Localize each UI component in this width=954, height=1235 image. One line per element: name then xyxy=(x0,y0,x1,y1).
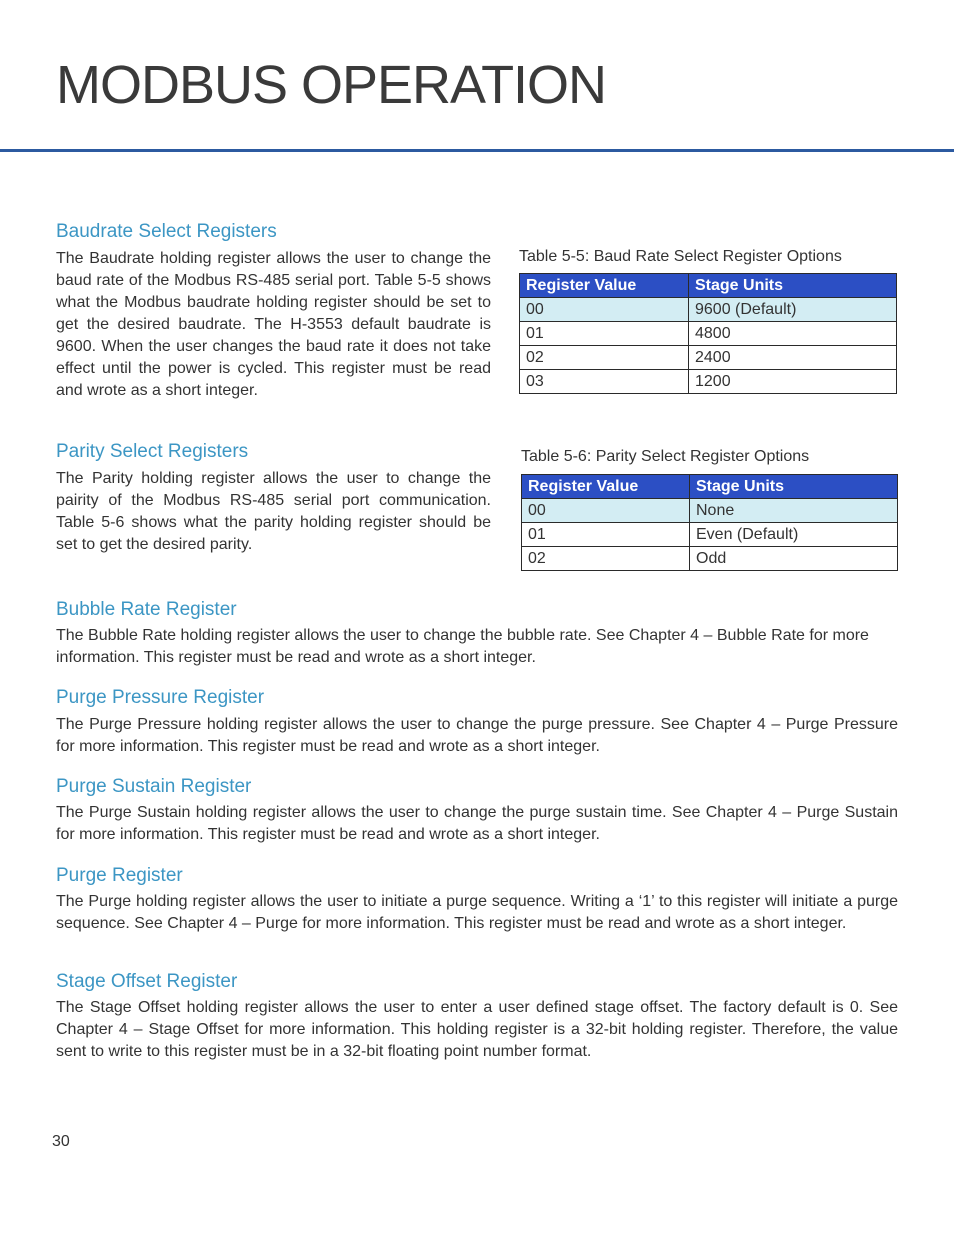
parity-body: The Parity holding register allows the user to change the pairity of the Modbus RS-485 serial port communication. Table 5-6 shows what the parity holding register should be set to get the desired parity. xyxy=(56,470,491,553)
stage-units-cell: 9600 (Default) xyxy=(689,298,897,322)
table-row xyxy=(522,523,898,547)
purge-sustain-body: The Purge Sustain holding register allows the user to change the purge sustain time. See Chapter 4 – Purge Sustain for more information. This register must be read and wrote as a short integer. xyxy=(56,804,898,843)
register-value-cell: 01 xyxy=(520,322,689,346)
baudrate-body: The Baudrate holding register allows the user to change the baud rate of the Modbus RS-485 serial port. Table 5-5 shows what the Modbus baudrate holding register should be set to get the desired baudrate. The H-3553 default baudrate is 9600. When the user changes the baud rate it does not take effect until the power is cycled. This register must be read and wrote as a short integer. xyxy=(56,250,491,399)
table-header-row xyxy=(520,274,897,298)
purge-heading: Purge Register xyxy=(56,865,183,886)
page-number: 30 xyxy=(52,1133,70,1150)
table-row xyxy=(522,547,898,571)
bubble-rate-body: The Bubble Rate holding register allows the user to change the bubble rate. See Chapter 4 – Bubble Rate for more information. This register must be read and wrote as a short integer. xyxy=(56,627,869,666)
parity-table xyxy=(521,474,898,571)
stage-units-cell: 2400 xyxy=(689,346,897,370)
table-row xyxy=(520,322,897,346)
purge-body: The Purge holding register allows the user to initiate a purge sequence. Writing a ‘1’ to this register will initiate a purge sequence. See Chapter 4 – Purge for more information. This register must be read and wrote as a short integer. xyxy=(56,893,898,932)
table-header-row xyxy=(522,475,898,499)
header-stage-units: Stage Units xyxy=(689,274,897,298)
table-row xyxy=(520,346,897,370)
stage-offset-heading: Stage Offset Register xyxy=(56,971,238,992)
purge-sustain-heading: Purge Sustain Register xyxy=(56,776,252,797)
baud-rate-table xyxy=(519,273,897,394)
purge-pressure-body: The Purge Pressure holding register allows the user to change the purge pressure. See Chapter 4 – Purge Pressure for more information. This register must be read and wrote as a short integer. xyxy=(56,716,898,755)
table-row xyxy=(520,298,897,322)
header-stage-units: Stage Units xyxy=(690,475,898,499)
register-value-cell: 02 xyxy=(522,547,690,571)
stage-offset-body: The Stage Offset holding register allows the user to enter a user defined stage offset. The factory default is 0. See Chapter 4 – Stage Offset for more information. This holding register is a 32-bit holding register. Therefore, the value sent to write to this register must be in a 32-bit floating point number format. xyxy=(56,999,898,1060)
header-register-value: Register Value xyxy=(522,475,690,499)
stage-units-cell: None xyxy=(690,499,898,523)
register-value-cell: 03 xyxy=(520,370,689,394)
purge-pressure-heading: Purge Pressure Register xyxy=(56,687,265,708)
baudrate-heading: Baudrate Select Registers xyxy=(56,221,277,242)
table-row xyxy=(520,370,897,394)
parity-heading: Parity Select Registers xyxy=(56,441,249,462)
register-value-cell: 02 xyxy=(520,346,689,370)
baud-table-caption: Table 5-5: Baud Rate Select Register Options xyxy=(519,248,842,265)
bubble-rate-heading: Bubble Rate Register xyxy=(56,599,237,620)
parity-table-caption: Table 5-6: Parity Select Register Options xyxy=(521,448,810,465)
stage-units-cell: Even (Default) xyxy=(690,523,898,547)
table-row xyxy=(522,499,898,523)
stage-units-cell: 1200 xyxy=(689,370,897,394)
register-value-cell: 00 xyxy=(522,499,690,523)
header-register-value: Register Value xyxy=(520,274,689,298)
page-title: MODBUS OPERATION xyxy=(56,55,607,115)
title-divider xyxy=(0,149,954,152)
register-value-cell: 01 xyxy=(522,523,690,547)
stage-units-cell: 4800 xyxy=(689,322,897,346)
register-value-cell: 00 xyxy=(520,298,689,322)
stage-units-cell: Odd xyxy=(690,547,898,571)
